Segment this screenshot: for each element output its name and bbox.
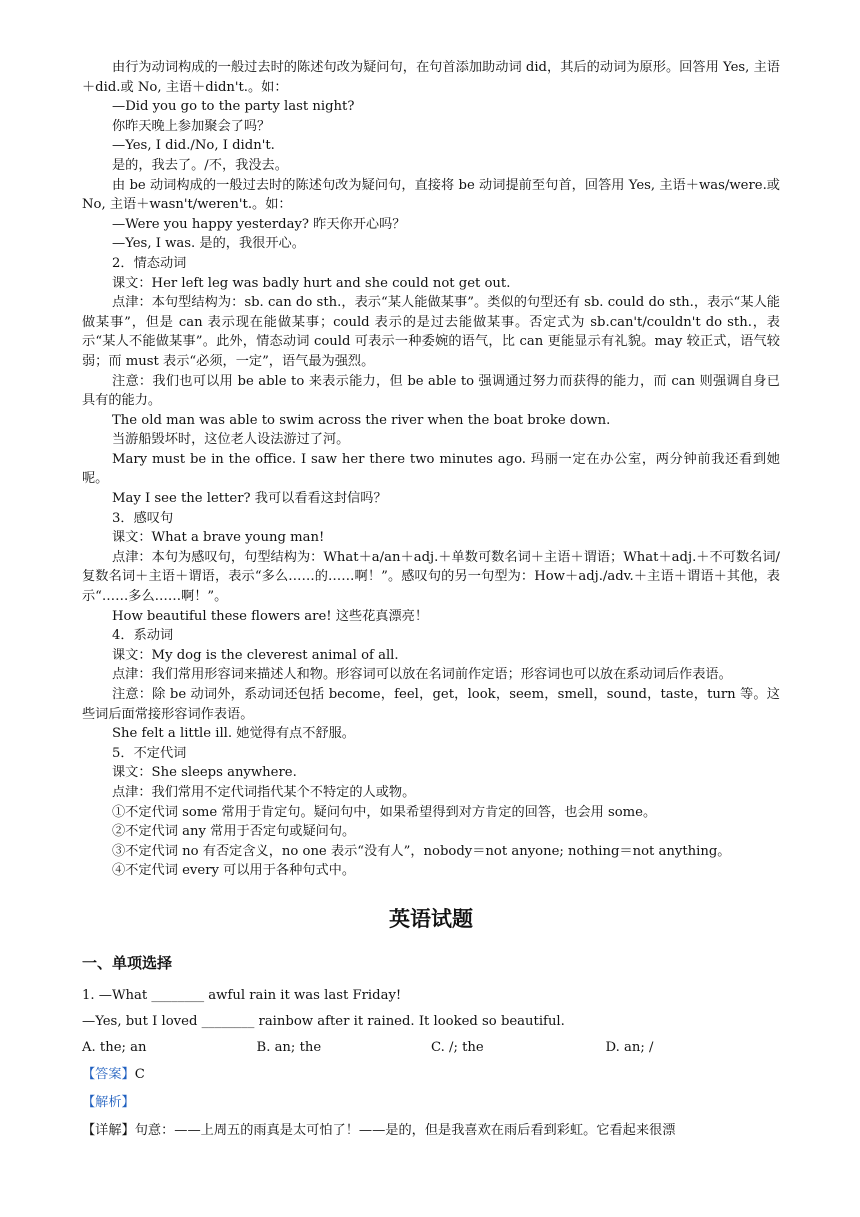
paragraph: 由行为动词构成的一般过去时的陈述句改为疑问句，在句首添加助动词 did，其后的动词为原形。回答用 Yes, 主语＋did.或 No, 主语＋didn't.。如：	[82, 60, 780, 95]
explanation: 点津：我们常用形容词来描述人和物。形容词可以放在名词前作定语；形容词也可以放在系动词后作表语。	[112, 667, 732, 683]
note-paragraph: 注意：除 be 动词外，系动词还包括 become，feel，get，look，seem，smell，sound，taste，turn 等。这些词后面常接形容词作表语。	[82, 687, 780, 722]
explanation: 点津：本句型结构为：sb. can do sth.，表示“某人能做某事”。类似的句型还有 sb. could do sth.，表示“某人能做某事”，但是 can 表示现在能做某事；could 表示的是过去能做某事。否定式为 sb.can't/couldn't do sth.，表示“某人不能做某事”。此外，情态动词 could 可表示一种委婉的语气，比 can 更能显示有礼貌。may 较正式，语气较弱；而 must 表示“必须，一定”，语气最为强烈。	[82, 295, 780, 369]
question-stem: 1. —What ________ awful rain it was last Friday!	[82, 987, 402, 1003]
option-b: B. an; the	[256, 1039, 322, 1055]
lesson-text: 课文：She sleeps anywhere.	[112, 765, 297, 781]
section-heading: 3．感叹句	[112, 510, 174, 526]
example-translation: 是的，我去了。/不，我没去。	[112, 157, 288, 173]
example-sentence: She felt a little ill. 她觉得有点不舒服。	[112, 726, 355, 742]
list-item: ②不定代词 any 常用于否定句或疑问句。	[112, 824, 356, 840]
example-sentence: Mary must be in the office. I saw her there two minutes ago. 玛丽一定在办公室，两分钟前我还看到她呢。	[82, 451, 780, 487]
option-d: D. an; /	[605, 1039, 654, 1055]
answer-line	[82, 1061, 780, 1089]
exam-section-heading: 一、单项选择	[82, 953, 173, 972]
answer-tag: 【答案】	[82, 1066, 135, 1082]
section-heading: 4．系动词	[112, 628, 174, 644]
document-page	[82, 58, 780, 1145]
option-c: C. /; the	[431, 1039, 484, 1055]
lesson-text: 课文：My dog is the cleverest animal of all.	[112, 647, 399, 663]
detail-text: 句意：——上周五的雨真是太可怕了！——是的，但是我喜欢在雨后看到彩虹。它看起来很漂	[134, 1122, 676, 1138]
lesson-text: 课文：What a brave young man!	[112, 530, 325, 546]
example-sentence: May I see the letter? 我可以看看这封信吗？	[112, 491, 387, 507]
analysis-line	[82, 1089, 780, 1117]
question-stem: —Yes, but I loved ________ rainbow after it rained. It looked so beautiful.	[82, 1013, 565, 1029]
answer-options	[82, 1035, 780, 1061]
list-item: ④不定代词 every 可以用于各种句式中。	[112, 863, 356, 879]
list-item: ①不定代词 some 常用于肯定句。疑问句中，如果希望得到对方肯定的回答，也会用 some。	[112, 804, 657, 820]
example-sentence: —Yes, I was. 是的，我很开心。	[112, 236, 305, 252]
explanation: 点津：本句为感叹句，句型结构为：What＋a/an＋adj.＋单数可数名词＋主语＋谓语；What＋adj.＋不可数名词/复数名词＋主语＋谓语，表示“多么……的……啊！”。感叹句的另一句型为：How＋adj./adv.＋主语＋谓语＋其他，表示“……多么……啊！”。	[82, 549, 780, 605]
answer-value: C	[134, 1066, 145, 1082]
section-heading: 2．情态动词	[112, 255, 187, 271]
explanation: 点津：我们常用不定代词指代某个不特定的人或物。	[112, 784, 416, 800]
detail-line	[82, 1117, 780, 1145]
lesson-text: 课文：Her left leg was badly hurt and she could not get out.	[112, 275, 511, 291]
example-sentence: How beautiful these flowers are! 这些花真漂亮！	[112, 608, 429, 624]
analysis-tag: 【解析】	[82, 1094, 135, 1110]
detail-tag: 【详解】	[82, 1122, 135, 1138]
section-heading: 5．不定代词	[112, 745, 187, 761]
paragraph: 由 be 动词构成的一般过去时的陈述句改为疑问句，直接将 be 动词提前至句首，回答用 Yes, 主语＋was/were.或 No, 主语＋wasn't/weren't.。如：	[82, 177, 780, 213]
note-paragraph: 注意：我们也可以用 be able to 来表示能力，但 be able to 强调通过努力而获得的能力，而 can 则强调自身已具有的能力。	[82, 373, 780, 409]
example-translation: 当游船毁坏时，这位老人设法游过了河。	[112, 432, 350, 448]
option-a: A. the; an	[82, 1039, 147, 1055]
example-sentence: —Yes, I did./No, I didn't.	[112, 138, 275, 154]
list-item: ③不定代词 no 有否定含义，no one 表示“没有人”，nobody＝not anyone; nothing＝not anything。	[112, 843, 731, 859]
example-translation: 你昨天晚上参加聚会了吗？	[112, 118, 271, 134]
exam-title: 英语试题	[389, 905, 473, 931]
example-sentence: —Were you happy yesterday? 昨天你开心吗？	[112, 216, 406, 232]
example-sentence: The old man was able to swim across the river when the boat broke down.	[112, 412, 611, 428]
example-sentence: —Did you go to the party last night?	[112, 99, 355, 115]
